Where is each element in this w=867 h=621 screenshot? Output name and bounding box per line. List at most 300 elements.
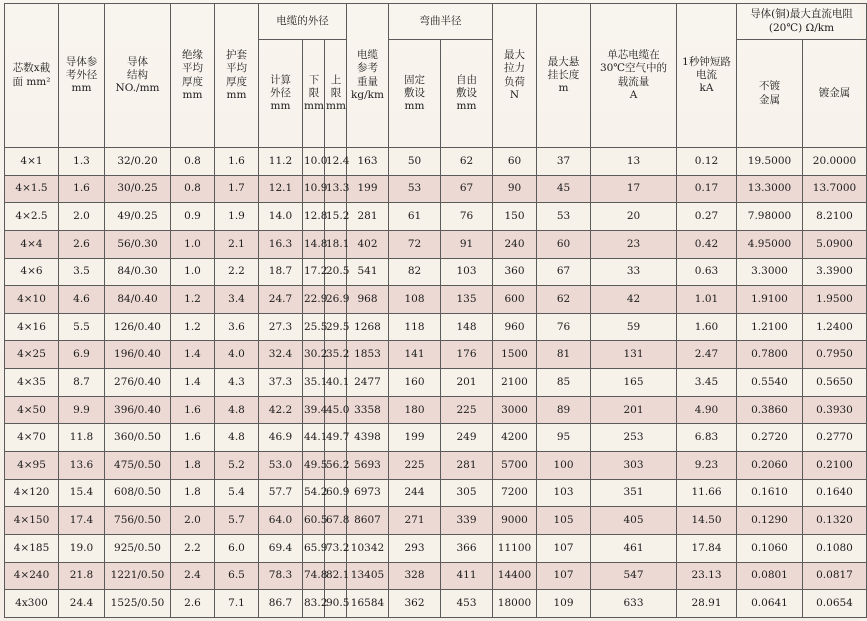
table-cell: 24.7 (259, 286, 303, 314)
table-cell: 1221/0.50 (105, 562, 171, 590)
header-od-upper: 上 限 mm (325, 40, 347, 148)
table-cell: 4.90 (677, 396, 737, 424)
table-cell: 14400 (493, 562, 537, 590)
table-cell: 60.5 (303, 507, 325, 535)
table-row (5, 230, 867, 258)
header-bend-free: 自由 敷设 mm (441, 40, 493, 148)
table-cell: 32/0.20 (105, 148, 171, 176)
table-row (5, 534, 867, 562)
table-cell: 9000 (493, 507, 537, 535)
table-row (5, 424, 867, 452)
table-cell: 37 (537, 148, 591, 176)
table-row (5, 203, 867, 231)
header-bend-radius: 弯曲半径 (389, 4, 493, 40)
table-cell: 20 (591, 203, 677, 231)
table-cell: 11100 (493, 534, 537, 562)
table-cell: 2477 (347, 369, 389, 397)
table-row (5, 369, 867, 397)
table-cell: 163 (347, 148, 389, 176)
table-cell: 6.83 (677, 424, 737, 452)
table-cell: 30/0.25 (105, 175, 171, 203)
table-cell: 0.1290 (737, 507, 803, 535)
table-cell: 78.3 (259, 562, 303, 590)
table-cell: 1.9500 (803, 286, 867, 314)
table-cell: 10342 (347, 534, 389, 562)
table-cell: 1.8 (171, 452, 215, 480)
table-cell: 1.2 (171, 313, 215, 341)
table-cell: 45 (537, 175, 591, 203)
table-cell: 3.5 (59, 258, 105, 286)
table-cell: 118 (389, 313, 441, 341)
table-cell: 180 (389, 396, 441, 424)
table-cell: 40.1 (325, 369, 347, 397)
table-cell: 5.5 (59, 313, 105, 341)
table-cell: 0.12 (677, 148, 737, 176)
table-cell: 249 (441, 424, 493, 452)
table-cell: 53 (537, 203, 591, 231)
table-cell: 11.8 (59, 424, 105, 452)
table-cell: 2100 (493, 369, 537, 397)
table-cell: 4200 (493, 424, 537, 452)
table-cell: 5.4 (215, 479, 259, 507)
table-cell: 17.4 (59, 507, 105, 535)
table-cell: 6.9 (59, 341, 105, 369)
table-cell: 5693 (347, 452, 389, 480)
table-cell: 83.2 (303, 590, 325, 618)
table-row (5, 452, 867, 480)
table-cell: 281 (441, 452, 493, 480)
header-conductor-od: 导体参 考外径 mm (59, 4, 105, 148)
table-cell: 45.0 (325, 396, 347, 424)
table-cell: 10.9 (303, 175, 325, 203)
table-cell: 11.66 (677, 479, 737, 507)
header-cable-od: 电缆的外径 (259, 4, 347, 40)
table-cell: 16584 (347, 590, 389, 618)
header-od-lower: 下 限 mm (303, 40, 325, 148)
table-cell: 0.1080 (803, 534, 867, 562)
table-cell: 42.2 (259, 396, 303, 424)
table-cell: 1.4 (171, 341, 215, 369)
table-cell: 8.2100 (803, 203, 867, 231)
table-cell: 131 (591, 341, 677, 369)
table-cell: 196/0.40 (105, 341, 171, 369)
table-cell: 90.5 (325, 590, 347, 618)
header-spec: 芯数x截 面 mm² (5, 4, 59, 148)
table-cell: 4.95000 (737, 230, 803, 258)
table-cell: 0.17 (677, 175, 737, 203)
header-ampacity: 单芯电缆在 30℃空气中的 载流量 A (591, 4, 677, 148)
table-cell: 21.8 (59, 562, 105, 590)
table-cell: 1.6 (215, 148, 259, 176)
table-cell: 13.3 (325, 175, 347, 203)
table-cell: 150 (493, 203, 537, 231)
table-cell: 148 (441, 313, 493, 341)
table-row (5, 590, 867, 618)
table-cell: 4×25 (5, 341, 59, 369)
table-cell: 1.6 (59, 175, 105, 203)
table-cell: 95 (537, 424, 591, 452)
table-cell: 0.1640 (803, 479, 867, 507)
table-cell: 0.3860 (737, 396, 803, 424)
table-cell: 141 (389, 341, 441, 369)
table-cell: 4×4 (5, 230, 59, 258)
table-cell: 608/0.50 (105, 479, 171, 507)
table-cell: 1.60 (677, 313, 737, 341)
table-cell: 0.1610 (737, 479, 803, 507)
table-cell: 1500 (493, 341, 537, 369)
table-cell: 61 (389, 203, 441, 231)
table-cell: 32.4 (259, 341, 303, 369)
table-cell: 5700 (493, 452, 537, 480)
table-cell: 62 (537, 286, 591, 314)
table-cell: 0.42 (677, 230, 737, 258)
table-cell: 20.5 (325, 258, 347, 286)
table-cell: 17.84 (677, 534, 737, 562)
table-cell: 402 (347, 230, 389, 258)
table-cell: 600 (493, 286, 537, 314)
table-cell: 1.3 (59, 148, 105, 176)
table-cell: 6973 (347, 479, 389, 507)
table-cell: 1.2100 (737, 313, 803, 341)
table-cell: 3.4 (215, 286, 259, 314)
table-cell: 50 (389, 148, 441, 176)
table-cell: 541 (347, 258, 389, 286)
table-cell: 46.9 (259, 424, 303, 452)
table-cell: 4×70 (5, 424, 59, 452)
table-cell: 3.6 (215, 313, 259, 341)
table-cell: 30.2 (303, 341, 325, 369)
table-cell: 18.7 (259, 258, 303, 286)
table-cell: 4.0 (215, 341, 259, 369)
header-short-circuit: 1秒钟短路 电流 kA (677, 4, 737, 148)
table-cell: 756/0.50 (105, 507, 171, 535)
table-row (5, 479, 867, 507)
table-cell: 2.4 (171, 562, 215, 590)
table-cell: 76 (537, 313, 591, 341)
table-cell: 925/0.50 (105, 534, 171, 562)
table-row (5, 286, 867, 314)
table-cell: 1.4 (171, 369, 215, 397)
table-cell: 3358 (347, 396, 389, 424)
table-cell: 1.2400 (803, 313, 867, 341)
table-body (5, 148, 867, 618)
table-cell: 27.3 (259, 313, 303, 341)
table-cell: 4×10 (5, 286, 59, 314)
table-cell: 53.0 (259, 452, 303, 480)
table-cell: 108 (389, 286, 441, 314)
table-cell: 49/0.25 (105, 203, 171, 231)
table-cell: 4×16 (5, 313, 59, 341)
table-cell: 90 (493, 175, 537, 203)
table-cell: 1.2 (171, 286, 215, 314)
table-cell: 633 (591, 590, 677, 618)
table-cell: 3.3900 (803, 258, 867, 286)
table-cell: 100 (537, 452, 591, 480)
table-cell: 64.0 (259, 507, 303, 535)
table-cell: 968 (347, 286, 389, 314)
table-row (5, 396, 867, 424)
table-cell: 35.1 (303, 369, 325, 397)
table-cell: 56.2 (325, 452, 347, 480)
table-cell: 89 (537, 396, 591, 424)
table-cell: 74.8 (303, 562, 325, 590)
cable-spec-table (4, 3, 867, 618)
table-cell: 4x300 (5, 590, 59, 618)
table-cell: 0.0641 (737, 590, 803, 618)
table-cell: 411 (441, 562, 493, 590)
table-cell: 19.5000 (737, 148, 803, 176)
table-cell: 0.63 (677, 258, 737, 286)
table-cell: 20.0000 (803, 148, 867, 176)
table-cell: 25.5 (303, 313, 325, 341)
table-cell: 135 (441, 286, 493, 314)
table-cell: 13.6 (59, 452, 105, 480)
table-cell: 4×1 (5, 148, 59, 176)
table-cell: 4398 (347, 424, 389, 452)
table-cell: 60.9 (325, 479, 347, 507)
table-cell: 22.9 (303, 286, 325, 314)
table-cell: 14.8 (303, 230, 325, 258)
table-cell: 82.1 (325, 562, 347, 590)
table-cell: 0.2720 (737, 424, 803, 452)
table-cell: 362 (389, 590, 441, 618)
table-cell: 6.0 (215, 534, 259, 562)
table-cell: 13 (591, 148, 677, 176)
table-cell: 4×120 (5, 479, 59, 507)
table-cell: 305 (441, 479, 493, 507)
table-cell: 0.2770 (803, 424, 867, 452)
header-od-calc: 计算 外径 mm (259, 40, 303, 148)
table-cell: 8.7 (59, 369, 105, 397)
table-cell: 3.45 (677, 369, 737, 397)
table-row (5, 258, 867, 286)
table-cell: 1.9100 (737, 286, 803, 314)
table-cell: 4×6 (5, 258, 59, 286)
table-cell: 18000 (493, 590, 537, 618)
table-cell: 12.8 (303, 203, 325, 231)
table-cell: 17 (591, 175, 677, 203)
table-cell: 1.0 (171, 258, 215, 286)
table-cell: 4×150 (5, 507, 59, 535)
header-insulation-thickness: 绝缘 平均 厚度 mm (171, 4, 215, 148)
table-cell: 1268 (347, 313, 389, 341)
table-cell: 5.7 (215, 507, 259, 535)
table-cell: 19.0 (59, 534, 105, 562)
header-res-plated: 镀金属 (803, 40, 867, 148)
header-resistance: 导体(铜)最大直流电阻 (20℃) Ω/km (737, 4, 867, 40)
table-cell: 4×1.5 (5, 175, 59, 203)
table-cell: 72 (389, 230, 441, 258)
table-row (5, 313, 867, 341)
table-row (5, 148, 867, 176)
table-cell: 107 (537, 562, 591, 590)
table-cell: 9.9 (59, 396, 105, 424)
table-header (5, 4, 867, 148)
table-cell: 3.3000 (737, 258, 803, 286)
table-cell: 60 (493, 148, 537, 176)
table-cell: 176 (441, 341, 493, 369)
table-cell: 0.0654 (803, 590, 867, 618)
table-cell: 0.1320 (803, 507, 867, 535)
table-cell: 67 (441, 175, 493, 203)
table-cell: 253 (591, 424, 677, 452)
table-cell: 240 (493, 230, 537, 258)
table-cell: 109 (537, 590, 591, 618)
header-bend-fixed: 固定 敷设 mm (389, 40, 441, 148)
table-cell: 15.2 (325, 203, 347, 231)
table-cell: 91 (441, 230, 493, 258)
table-cell: 57.7 (259, 479, 303, 507)
table-cell: 0.7800 (737, 341, 803, 369)
table-cell: 4×185 (5, 534, 59, 562)
table-cell: 11.2 (259, 148, 303, 176)
table-cell: 49.5 (303, 452, 325, 480)
table-cell: 4.6 (59, 286, 105, 314)
header-sheath-thickness: 护套 平均 厚度 mm (215, 4, 259, 148)
table-cell: 8607 (347, 507, 389, 535)
table-cell: 82 (389, 258, 441, 286)
table-cell: 396/0.40 (105, 396, 171, 424)
table-cell: 960 (493, 313, 537, 341)
table-cell: 351 (591, 479, 677, 507)
table-cell: 4×240 (5, 562, 59, 590)
table-cell: 461 (591, 534, 677, 562)
table-cell: 15.4 (59, 479, 105, 507)
table-cell: 1.7 (215, 175, 259, 203)
table-cell: 65.9 (303, 534, 325, 562)
table-cell: 13405 (347, 562, 389, 590)
table-cell: 49.7 (325, 424, 347, 452)
table-cell: 0.27 (677, 203, 737, 231)
table-cell: 2.6 (171, 590, 215, 618)
table-cell: 67 (537, 258, 591, 286)
table-cell: 35.2 (325, 341, 347, 369)
table-cell: 244 (389, 479, 441, 507)
table-cell: 105 (537, 507, 591, 535)
table-cell: 0.5650 (803, 369, 867, 397)
table-cell: 3000 (493, 396, 537, 424)
table-cell: 5.0900 (803, 230, 867, 258)
table-row (5, 341, 867, 369)
table-cell: 1.0 (171, 230, 215, 258)
table-cell: 2.0 (171, 507, 215, 535)
table-cell: 2.2 (171, 534, 215, 562)
table-cell: 107 (537, 534, 591, 562)
table-cell: 37.3 (259, 369, 303, 397)
table-cell: 201 (591, 396, 677, 424)
table-cell: 0.5540 (737, 369, 803, 397)
table-cell: 103 (441, 258, 493, 286)
table-cell: 33 (591, 258, 677, 286)
table-cell: 14.50 (677, 507, 737, 535)
table-cell: 17.2 (303, 258, 325, 286)
table-cell: 7.98000 (737, 203, 803, 231)
table-cell: 360 (493, 258, 537, 286)
table-cell: 28.91 (677, 590, 737, 618)
table-cell: 4×95 (5, 452, 59, 480)
table-cell: 26.9 (325, 286, 347, 314)
table-cell: 7200 (493, 479, 537, 507)
table-cell: 69.4 (259, 534, 303, 562)
table-cell: 0.8 (171, 148, 215, 176)
header-res-bare: 不镀 金属 (737, 40, 803, 148)
table-cell: 199 (347, 175, 389, 203)
table-cell: 0.7950 (803, 341, 867, 369)
table-cell: 4.8 (215, 396, 259, 424)
table-cell: 1.9 (215, 203, 259, 231)
table-cell: 281 (347, 203, 389, 231)
table-cell: 59 (591, 313, 677, 341)
table-cell: 547 (591, 562, 677, 590)
table-cell: 339 (441, 507, 493, 535)
table-cell: 44.1 (303, 424, 325, 452)
table-cell: 29.5 (325, 313, 347, 341)
table-cell: 201 (441, 369, 493, 397)
table-cell: 4.8 (215, 424, 259, 452)
table-cell: 13.3000 (737, 175, 803, 203)
table-cell: 126/0.40 (105, 313, 171, 341)
table-cell: 293 (389, 534, 441, 562)
table-cell: 76 (441, 203, 493, 231)
header-conductor-structure: 导体 结构 NO./mm (105, 4, 171, 148)
table-cell: 328 (389, 562, 441, 590)
table-cell: 1.01 (677, 286, 737, 314)
table-cell: 0.1060 (737, 534, 803, 562)
table-cell: 13.7000 (803, 175, 867, 203)
table-cell: 4×2.5 (5, 203, 59, 231)
table-cell: 56/0.30 (105, 230, 171, 258)
table-cell: 7.1 (215, 590, 259, 618)
table-cell: 405 (591, 507, 677, 535)
table-cell: 0.0801 (737, 562, 803, 590)
table-cell: 67.8 (325, 507, 347, 535)
header-weight: 电缆 参考 重量 kg/km (347, 4, 389, 148)
table-cell: 2.1 (215, 230, 259, 258)
table-cell: 1.6 (171, 424, 215, 452)
table-cell: 85 (537, 369, 591, 397)
table-cell: 62 (441, 148, 493, 176)
table-cell: 103 (537, 479, 591, 507)
table-cell: 23.13 (677, 562, 737, 590)
table-cell: 225 (441, 396, 493, 424)
table-row (5, 562, 867, 590)
table-cell: 84/0.40 (105, 286, 171, 314)
table-cell: 4.3 (215, 369, 259, 397)
table-cell: 4×35 (5, 369, 59, 397)
table-cell: 165 (591, 369, 677, 397)
table-cell: 6.5 (215, 562, 259, 590)
table-cell: 14.0 (259, 203, 303, 231)
table-cell: 86.7 (259, 590, 303, 618)
table-row (5, 507, 867, 535)
table-cell: 4×50 (5, 396, 59, 424)
table-cell: 16.3 (259, 230, 303, 258)
table-cell: 24.4 (59, 590, 105, 618)
table-cell: 225 (389, 452, 441, 480)
table-cell: 54.2 (303, 479, 325, 507)
table-cell: 0.3930 (803, 396, 867, 424)
table-cell: 9.23 (677, 452, 737, 480)
table-cell: 12.1 (259, 175, 303, 203)
table-cell: 2.0 (59, 203, 105, 231)
table-cell: 160 (389, 369, 441, 397)
header-max-tension: 最大 拉力 负荷 N (493, 4, 537, 148)
table-cell: 39.4 (303, 396, 325, 424)
table-cell: 5.2 (215, 452, 259, 480)
table-cell: 1525/0.50 (105, 590, 171, 618)
table-cell: 53 (389, 175, 441, 203)
table-cell: 81 (537, 341, 591, 369)
